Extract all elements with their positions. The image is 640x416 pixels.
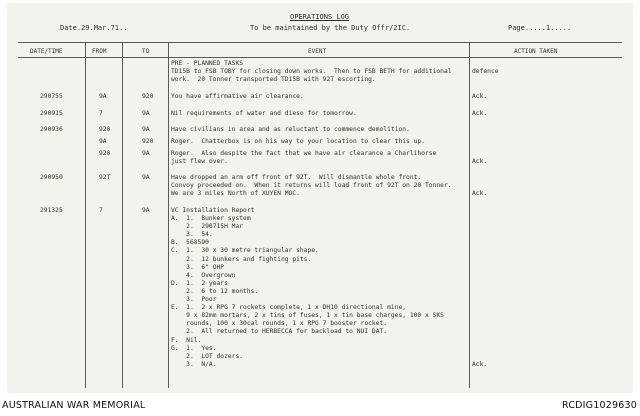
entry-from: 7 bbox=[99, 110, 103, 117]
entry-time: 291325 bbox=[40, 207, 63, 214]
entry-to: 9A bbox=[142, 174, 150, 181]
entry-to: 9A bbox=[142, 110, 150, 117]
column-header-from: FROM bbox=[92, 48, 107, 55]
entry-event: VC Installation Report A. 1. Bunker system 2. 290715H Mar 3. 54. B. 568590 C. 1. 30 x 30 metre triangular shape. 2. 12 bunkers and fighting pits. 3. 6" OHP 4. Overgrown D. 1. 2 years 2. 6 to 12 months. 3. Poor E. 1. 2 x RPG 7 rockets complete, 1 x DH10 directional mine, 9 x 82mm mortars, 2 x tins of fuses, 1 x tin base charges, 100 x SKS rounds, 100 x 30cal rounds, 1 x RPG 7 booster rocket. 2. All returned to HERBECCA for backload to NUI DAT. F. Nil. G. 1. Yes. 2. LOT dozers. 3. N/A. bbox=[171, 207, 444, 368]
entry-from: 92T bbox=[99, 174, 111, 181]
header-rule-bottom bbox=[18, 57, 622, 58]
entry-event: PRE - PLANNED TASKS TD15B to FSB TOBY for closing down works. Then to FSB BETH for additional work. 20 Tonner transported TD15B with 92T escorting. bbox=[171, 60, 452, 84]
entry-to: 920 bbox=[142, 138, 154, 145]
entry-event: Have dropped an arm off front of 92T. Will dismantle whole front. Convoy proceeded on. When it returns will load front of 92T on 20 Tonner. We are 3 miles North of XUYEN MOC. bbox=[171, 174, 452, 198]
entry-from: 9A bbox=[99, 138, 107, 145]
entry-event: Roger. Also despite the fact that we have air clearance a Charlihorse just flew over. bbox=[171, 150, 437, 166]
entry-time: 290915 bbox=[40, 110, 63, 117]
column-header-datetime: DATE/TIME bbox=[30, 48, 63, 55]
footer-archive-name: AUSTRALIAN WAR MEMORIAL bbox=[2, 400, 146, 411]
column-divider-3 bbox=[168, 42, 169, 388]
entry-to: 9A bbox=[142, 207, 150, 214]
column-divider-2 bbox=[122, 42, 123, 388]
entry-time: 290755 bbox=[40, 93, 63, 100]
log-title: OPERATIONS LOG bbox=[290, 13, 350, 21]
column-divider-1 bbox=[85, 42, 86, 388]
entry-time: 290936 bbox=[40, 126, 63, 133]
entry-action: defence bbox=[472, 68, 499, 75]
header-rule-top bbox=[18, 42, 622, 43]
entry-action: Ack. bbox=[472, 361, 488, 368]
entry-action: Ack. bbox=[472, 110, 488, 117]
entry-event: Have civilians in area and as reluctant to commence demolition. bbox=[171, 126, 410, 133]
column-header-event: EVENT bbox=[308, 48, 327, 55]
entry-from: 920 bbox=[99, 150, 111, 157]
entry-time: 290950 bbox=[40, 174, 63, 181]
entry-from: 7 bbox=[99, 207, 103, 214]
entry-event: You have affirmative air clearance. bbox=[171, 93, 304, 100]
entry-to: 9A bbox=[142, 150, 150, 157]
entry-from: 920 bbox=[99, 126, 111, 133]
entry-event: Roger. Chatterbox is on his way to your location to clear this up. bbox=[171, 138, 426, 145]
log-page-number: Page.....1..... bbox=[508, 24, 572, 32]
entry-to: 920 bbox=[142, 93, 154, 100]
entry-action: Ack. bbox=[472, 158, 488, 165]
log-date: Date.29.Mar.71.. bbox=[60, 24, 128, 32]
entry-action: Ack. bbox=[472, 190, 488, 197]
log-maintained-note: To be maintained by the Duty Offr/2IC. bbox=[250, 24, 411, 32]
entry-to: 9A bbox=[142, 126, 150, 133]
entry-action: Ack. bbox=[472, 93, 488, 100]
entry-from: 9A bbox=[99, 93, 107, 100]
column-header-action: ACTION TAKEN bbox=[514, 48, 558, 55]
log-sheet bbox=[8, 4, 632, 392]
footer-record-id: RCDIG1029630 bbox=[562, 400, 637, 411]
entry-event: Nil requirements of water and dieso for tomorrow. bbox=[171, 110, 357, 117]
column-divider-4 bbox=[469, 42, 470, 388]
column-header-to: TO bbox=[142, 48, 150, 55]
